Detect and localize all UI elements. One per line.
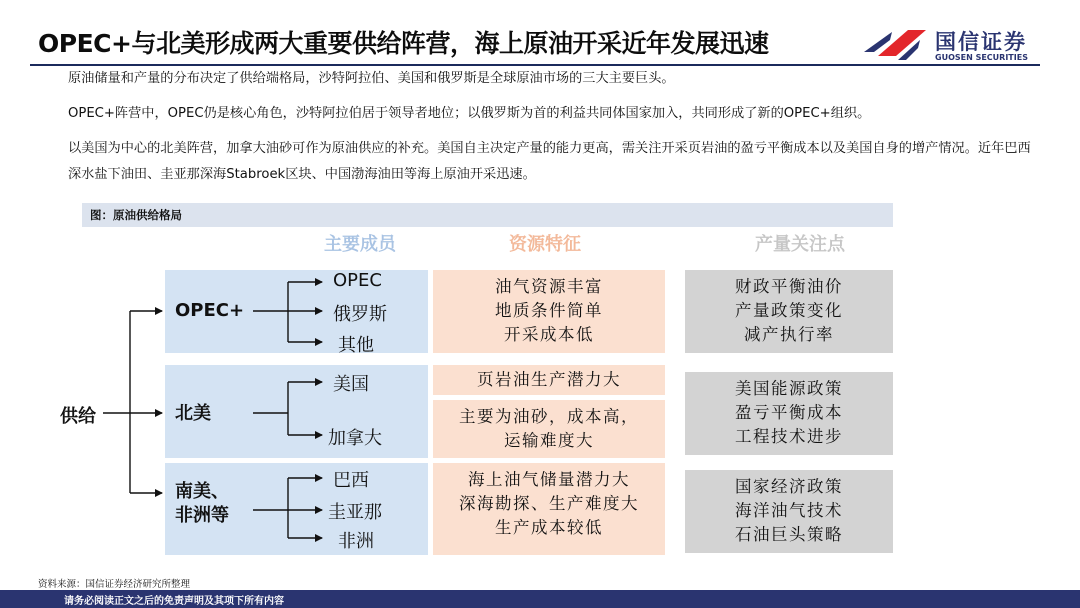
page-title: OPEC+与北美形成两大重要供给阵营，海上原油开采近年发展迅速 xyxy=(38,29,769,58)
paragraph-3: 以美国为中心的北美阵营，加拿大油砂可作为原油供应的补充。美国自主决定产量的能力更高，需关注开采页岩油的盈亏平衡成本以及美国自身的增产情况。近年巴西深水盐下油田、圭亚那深海Stabroek区块、中国渤海油田等海上原油开采迅速。 xyxy=(68,141,1031,182)
features-text-south-america-africa: 海上油气储量潜力大 深海勘探、生产难度大 生产成本较低 xyxy=(459,470,639,537)
focus-text-opec-plus: 财政平衡油价 产量政策变化 减产执行率 xyxy=(735,277,843,344)
member-opec: OPEC xyxy=(333,270,382,291)
features-text-canada: 主要为油砂，成本高， 运输难度大 xyxy=(459,407,639,450)
features-text-opec-plus: 油气资源丰富 地质条件简单 开采成本低 xyxy=(495,277,603,344)
group-node-north-america: 北美 xyxy=(175,403,211,424)
member-brazil: 巴西 xyxy=(333,470,369,491)
member-usa: 美国 xyxy=(333,374,369,395)
group-node-opec-plus: OPEC+ xyxy=(175,300,245,321)
member-others: 其他 xyxy=(338,335,374,356)
focus-text-north-america: 美国能源政策 盈亏平衡成本 工程技术进步 xyxy=(735,379,843,446)
root-node-supply: 供给 xyxy=(60,406,96,427)
logo-name-en: GUOSEN SECURITIES xyxy=(935,53,1028,62)
column-header-members: 主要成员 xyxy=(324,234,396,255)
member-africa: 非洲 xyxy=(338,531,374,552)
figure-caption: 图：原油供给格局 xyxy=(82,203,893,227)
disclaimer-text: 请务必阅读正文之后的免责声明及其项下所有内容 xyxy=(64,596,284,607)
paragraph-2: OPEC+阵营中，OPEC仍是核心角色，沙特阿拉伯居于领导者地位；以俄罗斯为首的利益共同体国家加入，共同形成了新的OPEC+组织。 xyxy=(68,106,871,121)
column-header-focus: 产量关注点 xyxy=(755,234,845,255)
logo-name-cn: 国信证券 xyxy=(935,30,1027,54)
group-node-south-america-africa: 南美、 非洲等 xyxy=(175,481,229,526)
source-note: 资料来源：国信证券经济研究所整理 xyxy=(38,579,191,590)
column-header-features: 资源特征 xyxy=(509,234,581,255)
member-russia: 俄罗斯 xyxy=(333,304,387,325)
features-text-usa: 页岩油生产潜力大 xyxy=(477,370,621,389)
paragraph-1: 原油储量和产量的分布决定了供给端格局，沙特阿拉伯、美国和俄罗斯是全球原油市场的三大主要巨头。 xyxy=(68,71,675,86)
focus-text-south-america-africa: 国家经济政策 海洋油气技术 石油巨头策略 xyxy=(735,477,843,544)
member-guyana: 圭亚那 xyxy=(328,502,382,523)
member-canada: 加拿大 xyxy=(328,428,382,449)
